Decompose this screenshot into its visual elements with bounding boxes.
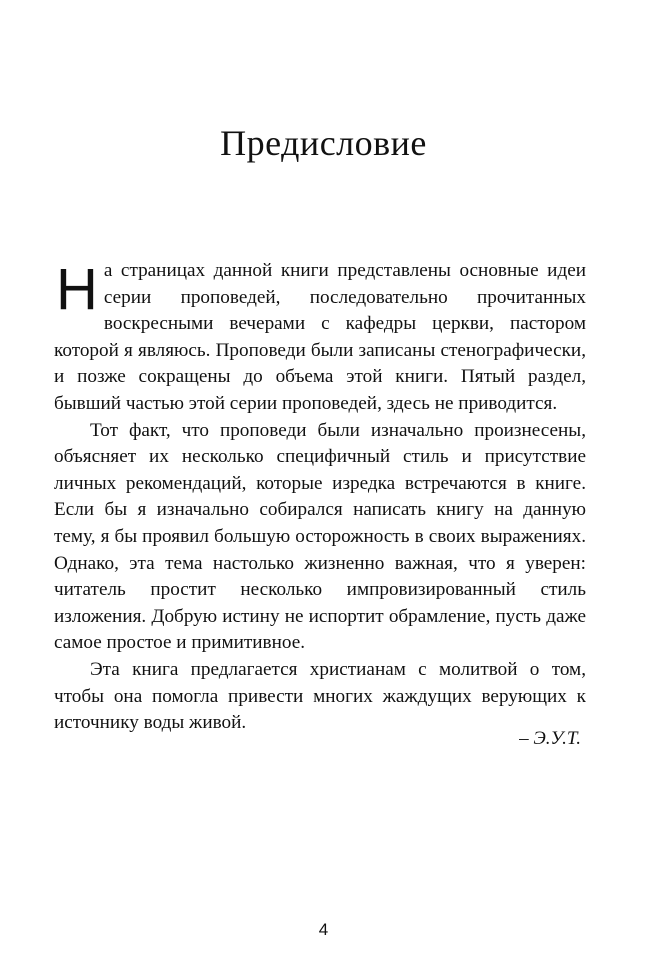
author-signature: – Э.У.Т. [519,728,581,749]
page-title: Предисловие [220,123,427,163]
drop-cap: Н [56,257,98,322]
paragraph-2: Тот факт, что проповеди были изначально произнесены, объясняет их несколько специфичный стиль и присутствие личных рекомендаций, которые изредка встречаются в книге. Если бы я изначально собирался написать книгу на данную тему, я бы проявил большую осторожность в своих выражениях. Однако, эта тема настолько жизненно важная, что я уверен: читатель простит несколько импровизированный стиль изложения. Добрую истину не испортит обрамление, пусть даже самое простое и примитивное. [54,419,586,654]
preface-text [54,258,586,737]
paragraph-3: Эта книга предлагается христианам с молитвой о том, чтобы она помогла привести многих жаждущих верующих к источнику воды живой. [54,658,586,734]
paragraph-1 [54,258,586,418]
paragraph-1-text: а страницах данной книги представлены основные идеи серии проповедей, последовательно прочитанных воскресными вечерами с кафедры церкви, пастором которой я являюсь. Проповеди были записаны стенографически, и позже сокращены до объема этой книги. Пятый раздел, бывший частью этой серии проповедей, здесь не приводится. [54,260,586,414]
page-number: 4 [318,920,329,939]
